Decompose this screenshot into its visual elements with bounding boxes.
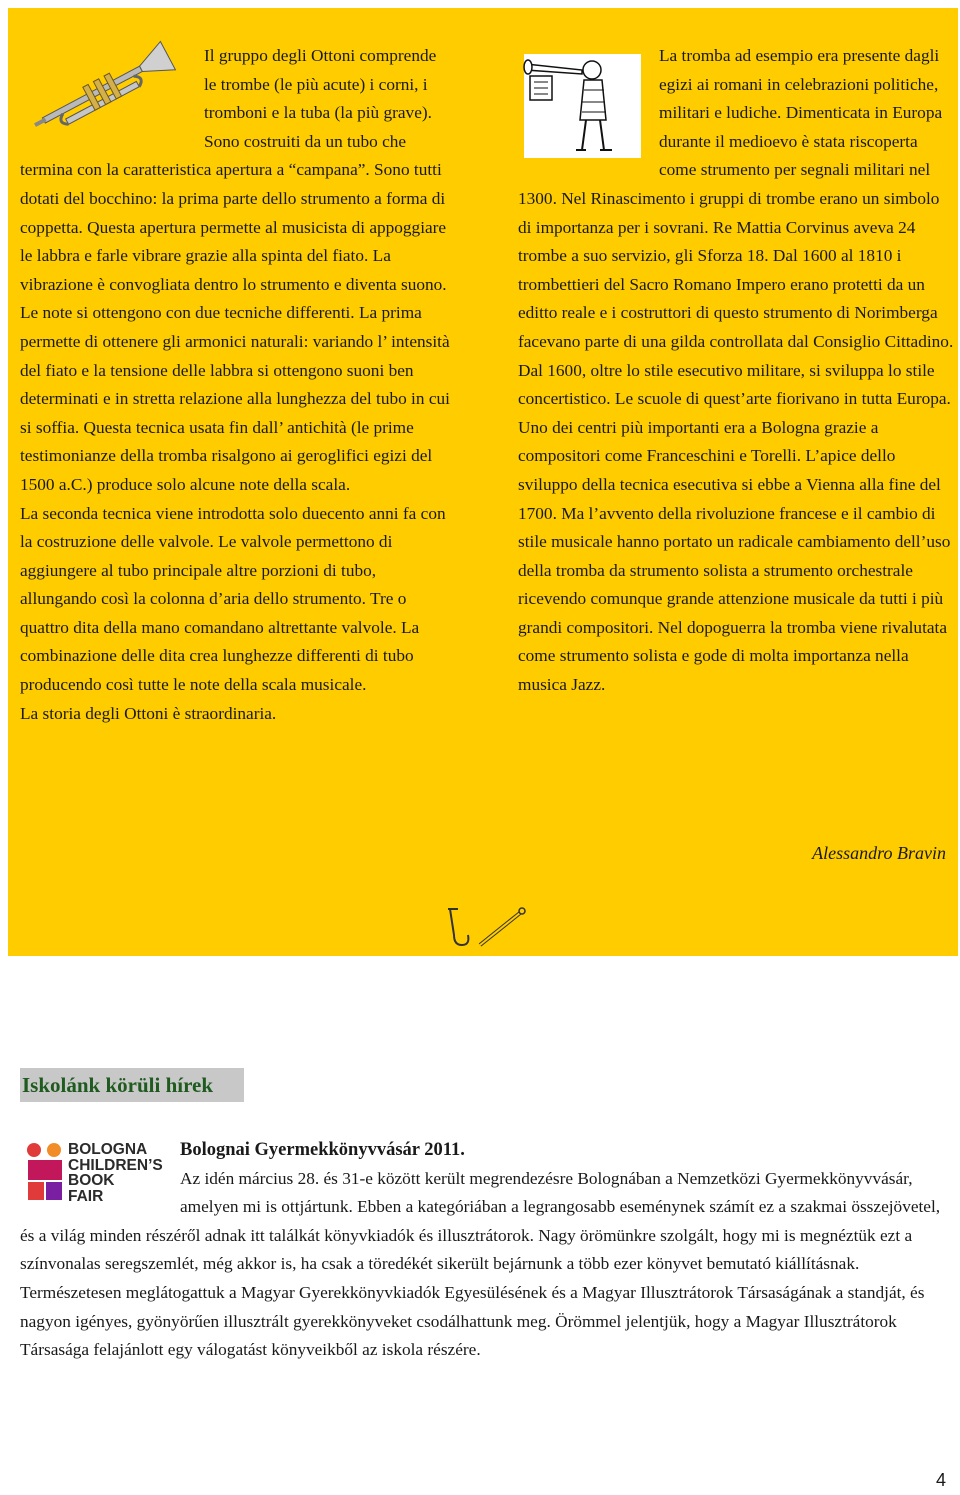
medieval-trumpeter-image	[520, 50, 645, 162]
page-number: 4	[935, 1470, 946, 1490]
news-article-body: Az idén március 28. és 31-e között került megrendezésre Bolognában a Nemzetközi Gyermekkönyvvásár, amelyen mi is ottjártunk. Ebben a kategóriában a legrangosabb eseménynek számít ez a szakmai összejövetel, és a világ minden részéről adnak itt találkát könyvkiadók és illusztrátorok. Nagy örömünkre szolgált, hogy mi is megnéztük ezt a színvonalas seregszemlét, még akkor is, ha csak a töredékét sikerült bejárnunk a több ezer könyvet bemutató kiállításnak. Természetesen meglátogattuk a Magyar Gyerekkönyvkiadók Egyesülésének és a Magyar Illusztrátorok Társaságának a standját, és nagyon igényes, gyönyörűen illusztrált gyerekkönyveket csodálhattunk meg. Örömmel jelentjük, hogy a Magyar Illusztrátorok Társasága felajánlott egy válogatást könyveikből az iskola részére.	[20, 1168, 941, 1360]
paragraph-ottoni-intro: Il gruppo degli Ottoni comprende le trombe (le più acute) i corni, i tromboni e la tuba (la più grave). Sono costruiti da un tubo che termina con la caratteristica apertura a “campana”. Sono tutti dotati del bocchino: la prima parte dello strumento a forma di coppetta. Questa apertura permette al musicista di appoggiare le labbra e farle vibrare grazie alla spinta del fiato. La vibrazione è convogliata dentro lo strumento e diventa suono.	[20, 46, 447, 294]
right-article-column	[518, 42, 954, 700]
article-signature: Alessandro Bravin	[812, 843, 946, 863]
instruments-ornament-icon	[440, 905, 530, 951]
book-fair-logo-text: BOLOGNA CHILDREN’S BOOK FAIR	[68, 1141, 163, 1205]
paragraph-valves: La seconda tecnica viene introdotta solo duecento anni fa con la costruzione delle valvole. Le valvole permettono di aggiungere al tubo principale altre porzioni di tubo, allungando così la colonna d’aria dello strumento. Tre o quattro dita della mano comandano altrettante valvole. La combinazione delle dita crea lunghezze differenti di tubo producendo così tutte le note della scala musicale.	[20, 503, 446, 695]
paragraph-history-intro: La storia degli Ottoni è straordinaria.	[20, 703, 277, 723]
paragraph-trumpet-history: La tromba ad esempio era presente dagli egizi ai romani in celebrazioni politiche, militari e ludiche. Dimenticata in Europa durante il medioevo è stata riscoperta come strumento per segnali militari nel 1300. Nel Rinascimento i gruppi di trombe erano un simbolo di importanza per i sovrani. Re Mattia Corvinus aveva 24 trombe a suo servizio, gli Sforza 18. Dal 1600 al 1810 i trombettieri del Sacro Romano Impero erano protetti da un editto reale e i costruttori di questo strumento di Norimberga facevano parte di una gilda controllata dal Consiglio Cittadino. Dal 1600, oltre lo stile esecutivo militare, si sviluppa lo stile concertistico. Le scuole di quest’arte fiorivano in tutta Europa. Uno dei centri più importanti era a Bologna grazie a compositori come Franceschini e Torelli. L’apice dello sviluppo della tecnica esecutiva si ebbe a Vienna alla fine del 1700. Ma l’avvento della rivoluzione francese e il cambio di stile musicale hanno portato un radicale cambiamento dell’uso della tromba da strumento solista a strumento orchestrale ricevendo comunque grande attenzione musicale da tutti i più grandi compositori. Nel dopoguerra la tromba viene rivalutata come strumento solista e gode di molta importanza nella musica Jazz.	[518, 46, 954, 695]
paragraph-techniques: Le note si ottengono con due tecniche differenti. La prima permette di ottenere gli armonici naturali: variando l’ intensità del fiato e la tensione delle labbra si ottengono suoni ben determinati e in stretta relazione alla lunghezza del tubo in cui si soffia. Questa tecnica usata fin dall’ antichità (le prime testimonianze della tromba risalgono ai geroglifici egizi del 1500 a.C.) produce solo alcune note della scala.	[20, 303, 450, 494]
trumpet-image	[18, 32, 198, 142]
left-article-column	[20, 42, 450, 728]
news-article	[20, 1136, 945, 1365]
section-heading: Iskolánk körüli hírek	[20, 1068, 244, 1102]
news-article-title: Bolognai Gyermekkönyvvásár 2011.	[180, 1140, 465, 1160]
